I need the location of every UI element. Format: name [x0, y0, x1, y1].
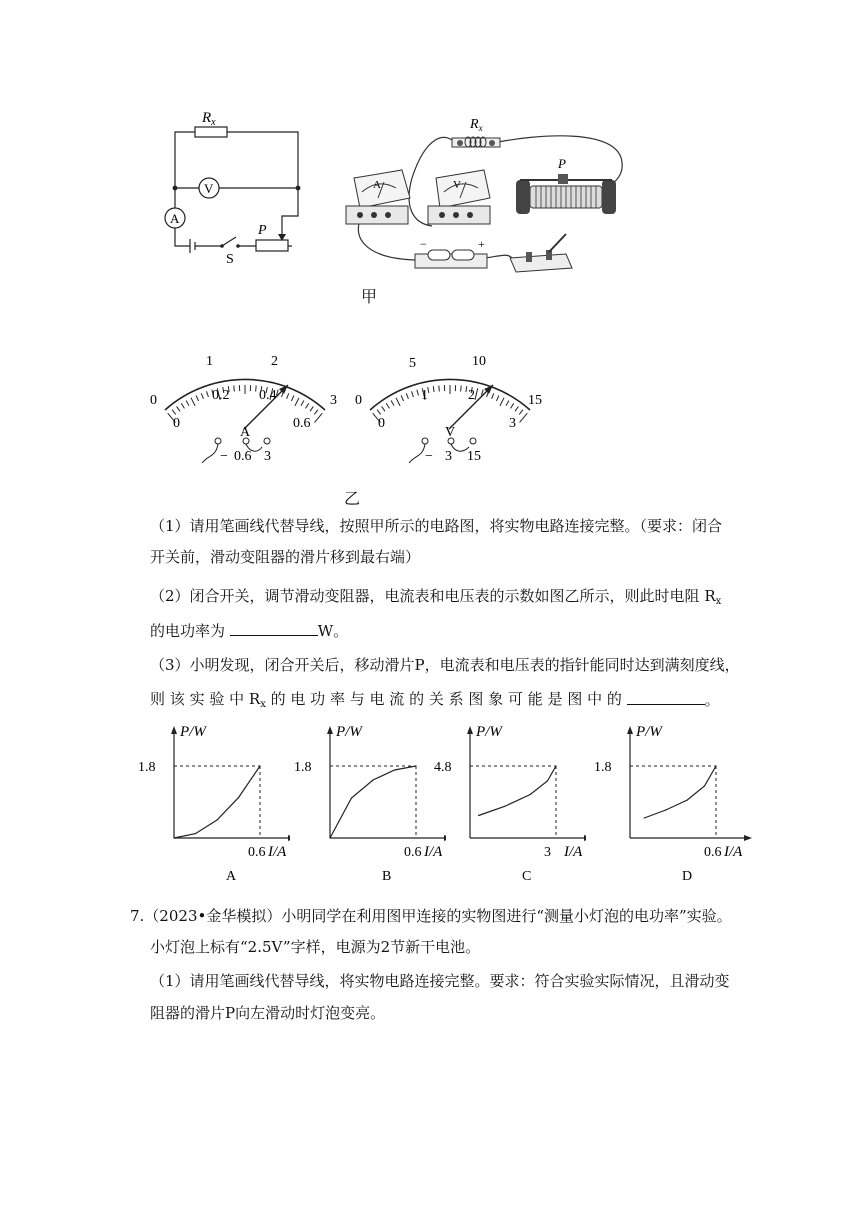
physical-rx-label: $R_x$ [470, 117, 483, 133]
q7-part1-line1: （1）请用笔画线代替导线，将实物电路连接完整。要求：符合实验实际情况，且滑动变 [150, 972, 730, 990]
dial-tick [172, 410, 176, 415]
svg-text:−: − [420, 237, 427, 251]
dial-tick [201, 393, 203, 399]
rx-label: $R_x$ [202, 110, 216, 128]
data-point [216, 819, 217, 820]
dial-tick [314, 410, 318, 415]
svg-text:0: 0 [173, 416, 180, 431]
graph-option-letter: D [682, 869, 693, 884]
data-point [372, 779, 373, 780]
dial-tick [417, 390, 419, 396]
pi-graph-a [130, 718, 290, 888]
x-axis-arrow [744, 835, 752, 841]
dial-tick [439, 386, 440, 392]
svg-text:2: 2 [468, 388, 475, 403]
x-axis-label: I/A [724, 844, 743, 860]
svg-text:10: 10 [472, 354, 486, 369]
dial-tick [306, 403, 309, 408]
pi-graph-d [586, 718, 756, 888]
dial-tick [466, 386, 467, 392]
dial-tick [475, 388, 478, 400]
dial-tick [500, 398, 504, 406]
physical-battery [415, 237, 487, 268]
dial-tick [315, 413, 323, 422]
q7-part1-line2: 阻器的滑片P向左滑动时灯泡变亮。 [150, 1004, 386, 1022]
series-line [479, 766, 556, 816]
svg-text:3: 3 [445, 449, 452, 464]
physical-ammeter [346, 170, 410, 224]
dial-tick [291, 395, 293, 400]
q6-part2-line1: （2）闭合开关，调节滑动变阻器，电流表和电压表的示数如图乙所示，则此时电阻 $R_x$ [150, 587, 722, 607]
svg-text:2: 2 [271, 354, 278, 369]
data-point [665, 809, 666, 810]
data-point [259, 765, 260, 766]
x-tick-label: 0.6 [248, 845, 266, 860]
voltmeter-dial [345, 345, 565, 495]
svg-text:A: A [240, 425, 251, 440]
dial-tick [461, 386, 462, 392]
svg-text:0: 0 [378, 416, 385, 431]
svg-text:15: 15 [528, 393, 542, 408]
svg-text:−: − [425, 449, 433, 464]
physical-circuit [340, 108, 640, 278]
dial-tick [520, 413, 528, 422]
q7-line2: 小灯泡上标有“2.5V”字样，电源为2节新干电池。 [150, 938, 481, 956]
dial-tick [433, 386, 434, 392]
dial-tick [295, 398, 299, 406]
y-axis-arrow [171, 726, 177, 734]
svg-text:A: A [373, 179, 381, 191]
svg-text:0.2: 0.2 [212, 388, 230, 403]
slider-p-label: P [258, 223, 267, 238]
dial-tick [256, 386, 257, 392]
dial-tick [396, 398, 400, 406]
svg-text:0: 0 [150, 393, 157, 408]
graph-option-letter: A [226, 869, 237, 884]
data-point [715, 765, 716, 766]
y-tick-label: 1.8 [138, 760, 156, 775]
dial-tick [496, 395, 498, 400]
q6-part1-line1: （1）请用笔画线代替导线，按照甲所示的电路图，将实物电路连接完整。（要求：闭合 [150, 517, 723, 535]
svg-text:15: 15 [467, 449, 481, 464]
series-line [330, 766, 416, 838]
dial-tick [206, 391, 208, 397]
figure-yi-caption: 乙 [344, 489, 361, 508]
y-tick-label: 4.8 [434, 760, 452, 775]
dial-tick [411, 391, 413, 397]
dial-tick [191, 398, 195, 406]
svg-text:+: + [478, 237, 485, 251]
dial-tick [177, 406, 180, 411]
circuit-diagram [150, 100, 320, 270]
dial-tick [492, 393, 494, 399]
y-axis-label: P/W [476, 724, 502, 740]
dial-tick [406, 393, 408, 399]
data-point [547, 780, 548, 781]
svg-text:3: 3 [330, 393, 337, 408]
data-point [415, 765, 416, 766]
x-axis-label: I/A [268, 844, 287, 860]
dial-tick [391, 400, 394, 405]
q6-part3-line1: （3）小明发现，闭合开关后，移动滑片P，电流表和电压表的指针能同时达到满刻度线， [150, 656, 740, 674]
dial-tick [196, 395, 198, 400]
switch-label: S [226, 252, 234, 267]
svg-text:3: 3 [264, 449, 271, 464]
dial-tick [386, 403, 389, 408]
physical-voltmeter [428, 170, 490, 224]
q7-line1: 7.（2023•金华模拟）小明同学在利用图甲连接的实物图进行“测量小灯泡的电功率”实验。 [130, 907, 732, 925]
pi-graph-c [426, 718, 586, 888]
dial-tick [301, 400, 304, 405]
q6-part1-line2: 开关前，滑动变阻器的滑片移到最右端） [150, 548, 421, 566]
data-point [351, 797, 352, 798]
physical-switch [510, 234, 572, 272]
dial-tick [186, 400, 189, 405]
graph-option-letter: B [382, 869, 392, 884]
q6-part2-line2: 的电功率为 W。 [150, 622, 349, 640]
data-point [555, 765, 556, 766]
data-point [687, 799, 688, 800]
y-axis-label: P/W [180, 724, 206, 740]
dial-tick [377, 410, 381, 415]
y-axis-arrow [327, 726, 333, 734]
ammeter-dial [140, 345, 350, 495]
answer-blank-graph[interactable] [627, 689, 705, 705]
dial-tick [382, 406, 385, 411]
data-point [704, 785, 705, 786]
y-axis-arrow [467, 726, 473, 734]
dial-tick [519, 410, 523, 415]
x-tick-label: 0.6 [404, 845, 422, 860]
data-point [504, 806, 505, 807]
dial-tick [515, 406, 518, 411]
voltmeter-symbol: V [204, 181, 214, 196]
q6-part3-line2: 则 该 实 验 中 $R_x$ 的 电 功 率 与 电 流 的 关 系 图 象 可 能 是 图 中 的 。 [150, 690, 720, 710]
svg-text:0.6: 0.6 [234, 449, 252, 464]
svg-text:0.4: 0.4 [259, 388, 277, 403]
y-axis-label: P/W [636, 724, 662, 740]
svg-text:1: 1 [421, 388, 428, 403]
x-axis-label: I/A [564, 844, 583, 860]
dial-tick [401, 395, 403, 400]
data-point [478, 815, 479, 816]
pi-graph-b [286, 718, 446, 888]
svg-text:0.6: 0.6 [293, 416, 311, 431]
series-line [174, 766, 260, 838]
svg-text:0: 0 [355, 393, 362, 408]
data-point [195, 833, 196, 834]
y-axis-label: P/W [336, 724, 362, 740]
x-axis-label: I/A [424, 844, 443, 860]
x-tick-label: 0.6 [704, 845, 722, 860]
y-axis-arrow [627, 726, 633, 734]
svg-text:P: P [558, 156, 566, 171]
x-tick-label: 3 [544, 845, 551, 860]
figure-jia-caption: 甲 [361, 287, 378, 306]
answer-blank-power[interactable] [230, 620, 318, 636]
data-point [644, 817, 645, 818]
graph-option-letter: C [522, 869, 532, 884]
svg-text:5: 5 [409, 356, 416, 371]
dial-tick [506, 400, 509, 405]
svg-text:V: V [453, 179, 461, 191]
dial-tick [310, 406, 313, 411]
data-point [173, 837, 174, 838]
data-point [329, 837, 330, 838]
dial-tick [511, 403, 514, 408]
svg-text:V: V [445, 425, 456, 440]
svg-text:−: − [220, 449, 228, 464]
svg-text:1: 1 [206, 354, 213, 369]
dial-tick [287, 393, 289, 399]
dial-tick [234, 386, 235, 392]
data-point [394, 769, 395, 770]
series-line [644, 766, 716, 818]
data-point [238, 797, 239, 798]
data-point [530, 794, 531, 795]
dial-tick [181, 403, 184, 408]
ammeter-symbol: A [170, 211, 180, 226]
physical-rheostat [516, 156, 616, 214]
svg-text:3: 3 [509, 416, 516, 431]
y-tick-label: 1.8 [294, 760, 312, 775]
y-tick-label: 1.8 [594, 760, 612, 775]
